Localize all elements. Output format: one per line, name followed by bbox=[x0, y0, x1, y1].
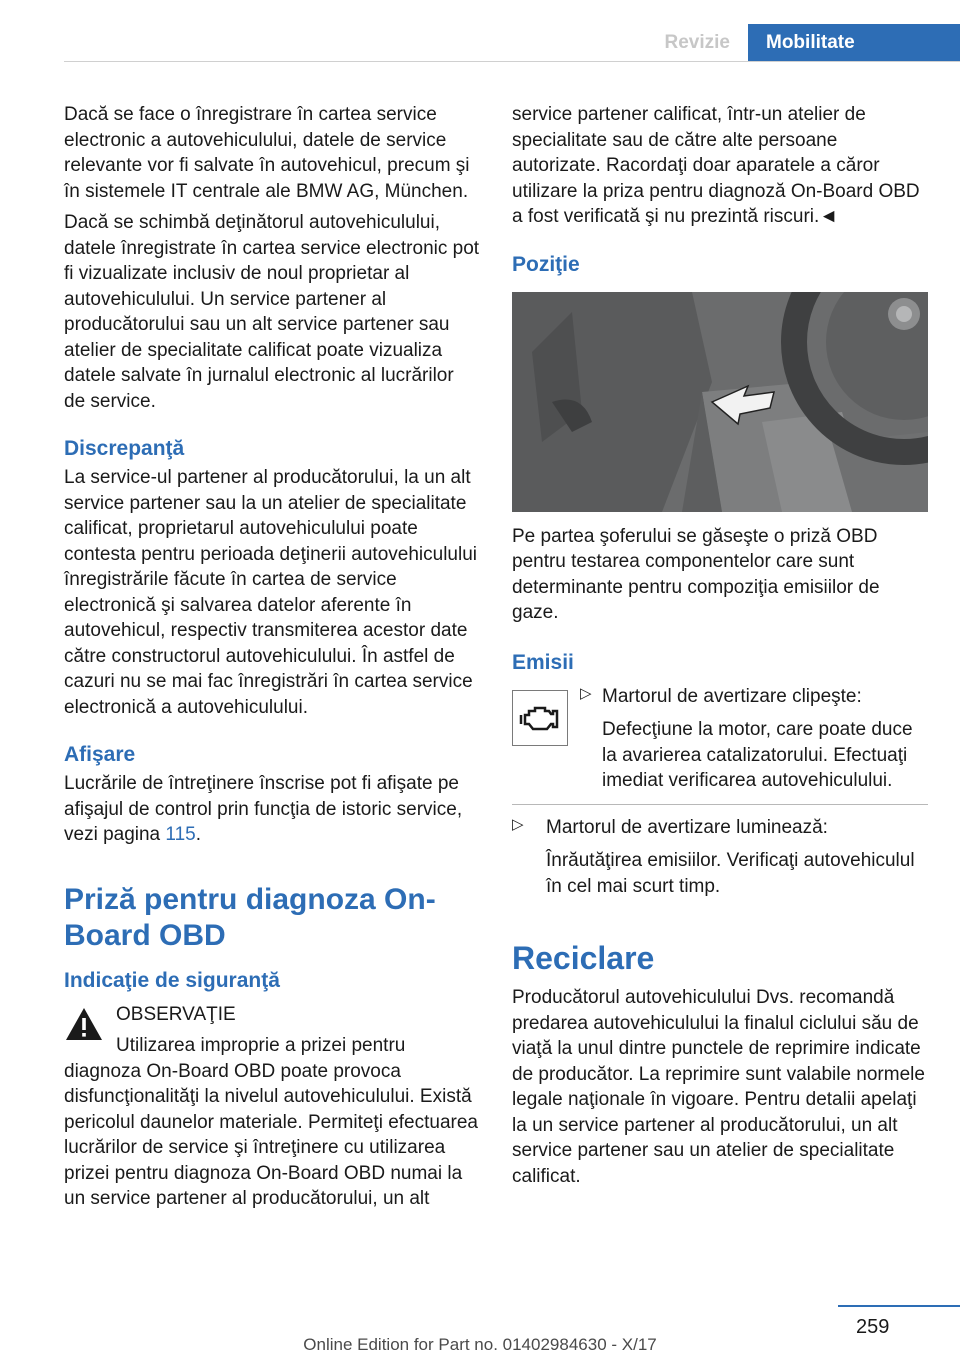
paragraph-owner-change: Dacă se schimbă deţinătorul autovehiculului, datele înregistrate în cartea service electronic pot fi vizualizate inclusiv de noul proprietar al autovehiculului. Un service partener al producătorului sau un alt service partener sau atelier de specialitate calificat poate vizualiza datele salvate în jurnalul electronic al lucrărilor de service. bbox=[64, 212, 480, 412]
heading-priza-obd: Priză pentru diagnoza On-Board OBD bbox=[64, 882, 436, 952]
heading-reciclare: Reciclare bbox=[512, 940, 655, 976]
page-link-115[interactable]: 115 bbox=[165, 824, 196, 845]
warning-text: Utilizarea improprie a prizei pentru diagnoza On-Board OBD poate provoca disfuncţionalităţi la nivelul autovehiculului. Există pericolul daunelor materiale. Permiteţi efectuarea lucrărilor de service şi întreţinere cu utilizarea prizei pentru diagnoza On-Board OBD numai la un service partener al producătorului, un alt bbox=[64, 1035, 478, 1209]
footer-edition-note: Online Edition for Part no. 01402984630 - X/17 bbox=[303, 1335, 657, 1354]
afisare-text: Lucrările de întreţinere înscrise pot fi afişate pe afişajul de control prin funcţia de istoric service, vezi pagina bbox=[64, 773, 463, 845]
left-column bbox=[64, 102, 480, 1212]
paragraph-discrepanta: La service-ul partener al producătorului, la un alt service partener sau la un atelier de specialitate calificat, proprietarul autovehiculului poate contesta pentru perioada deţinerii autovehiculului înregistrările făcute în cartea de service electronică şi salvarea datelor aferente în autovehicul, respectiv transmiterea acestor date către constructorul autovehiculului. În astfel de cazuri nu se mai fac înregistrări în cartea service electronică a autovehiculului. bbox=[64, 467, 477, 718]
warning-title: OBSERVAŢIE bbox=[116, 1003, 236, 1025]
bullet-blinking-detail: Defecţiune la motor, care poate duce la avarierea catalizatorului. Efectuaţi imediat verificarea autovehiculului. bbox=[602, 719, 913, 791]
bullet-blinking: Martorul de avertizare clipeşte: bbox=[602, 685, 862, 707]
bullet-triangle-icon: ▷ bbox=[512, 815, 524, 833]
warning-triangle-icon bbox=[64, 1006, 104, 1042]
heading-emisii: Emisii bbox=[512, 650, 574, 674]
header-rule bbox=[64, 61, 960, 62]
paragraph-pozitie: Pe partea şoferului se găseşte o priză OBD pentru testarea componentelor care sunt determinante pentru compoziţia emisiilor de gaze. bbox=[512, 525, 880, 623]
paragraph-service-record: Dacă se face o înregistrare în cartea service electronic a autovehiculului, datele de service relevante vor fi salvate în autovehicul, precum şi în sistemele IT centrale ale BMW AG, München. bbox=[64, 104, 470, 202]
heading-pozitie: Poziţie bbox=[512, 252, 580, 276]
bullet-triangle-icon: ▷ bbox=[580, 684, 592, 702]
right-column bbox=[512, 102, 928, 1189]
safety-note bbox=[64, 1002, 480, 1212]
tab-mobilitate[interactable]: Mobilitate bbox=[748, 24, 960, 62]
obd-location-photo bbox=[512, 292, 928, 512]
heading-afisare: Afişare bbox=[64, 743, 136, 766]
emissions-block bbox=[512, 684, 928, 794]
page-number: 259 bbox=[856, 1316, 890, 1338]
heading-discrepanta: Discrepanţă bbox=[64, 437, 185, 460]
check-engine-icon bbox=[512, 690, 568, 746]
footer-rule bbox=[838, 1305, 960, 1307]
obd-location-illustration bbox=[512, 292, 928, 512]
tab-revizie[interactable]: Revizie bbox=[647, 24, 748, 62]
list-item bbox=[512, 815, 928, 900]
bullet-lit-detail: Înrăutăţirea emisiilor. Verificaţi autovehiculul în cel mai scurt timp. bbox=[546, 850, 915, 897]
paragraph-reciclare: Producătorul autovehiculului Dvs. recomandă predarea autovehiculului la finalul ciclului său de viaţă la unul dintre punctele de reprimire indicate de producător. La reprimire sunt valabile normele legale naţionale în vigoare. Pentru detalii apelaţi la un service partener al producătorului, un alt service partener sau un atelier de specialitate calificat. bbox=[512, 987, 925, 1187]
paragraph-afisare bbox=[64, 771, 480, 848]
heading-indicatie-siguranta: Indicaţie de siguranţă bbox=[64, 968, 280, 992]
emissions-list bbox=[580, 684, 928, 794]
bullet-lit: Martorul de avertizare luminează: bbox=[546, 816, 828, 838]
section-tabs bbox=[647, 24, 960, 62]
paragraph-obd-continued: service partener calificat, într-un atelier de specialitate sau de către alte persoane autorizate. Racordaţi doar aparatele a căror utilizare la priza pentru diagnoză On-Board OBD a fost verificată şi nu prezintă riscuri.◄ bbox=[512, 104, 920, 227]
afisare-end: . bbox=[195, 824, 201, 845]
list-item bbox=[580, 684, 928, 794]
list-divider bbox=[512, 804, 928, 805]
